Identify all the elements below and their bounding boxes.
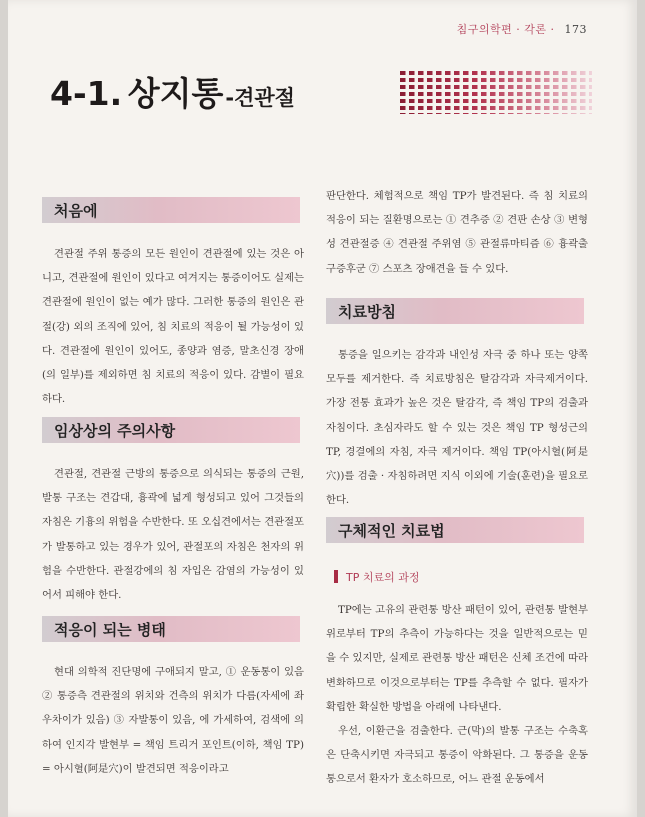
running-header xyxy=(457,21,587,37)
decorative-grid xyxy=(400,68,592,114)
section-heading-specific-treatment: 구체적인 치료법 xyxy=(338,522,445,540)
section-heading-band-indications xyxy=(42,616,300,642)
section-heading-intro: 처음에 xyxy=(54,202,98,220)
section-heading-indications: 적응이 되는 병태 xyxy=(54,621,166,639)
section-text-cautions: 견관절, 견관절 근방의 통증으로 의식되는 통증의 근원, 발통 구조는 견갑대, 흉곽에 넓게 형성되고 있어 그것들의 자침은 기흉의 위험을 수반한다. 또 오십견에서는 견관절포가 발통하고 있는 경우가 있어, 관절포의 자침은 천자의 위험을 수반한다. 관절강에의 침 자입은 감염의 가능성이 있어서 피해야 한다. xyxy=(42,468,304,602)
section-heading-band-specific-treatment xyxy=(326,517,584,543)
section-text-specific-treatment-2: 우선, 이환근을 검출한다. 근(막)의 발통 구조는 수축혹은 단축시키면 자극되고 통증이 악화된다. 그 통증을 운동통으로서 환자가 호소하므로, 어느 관절 운동에서 xyxy=(326,725,588,786)
subheading-tp-process xyxy=(334,569,419,585)
chapter-subtitle: -견관절 xyxy=(225,86,295,110)
section-text-specific-treatment-1: TP에는 고유의 관련통 방산 패턴이 있어, 관련통 발현부위로부터 TP의 추측이 가능하다는 것을 일반적으로는 믿을 수 있지만, 실제로 관련통 방산 패턴은 신체 조건에 따라 변화하므로 이것으로부터는 TP를 추측할 수 없다. 필자가 확립한 확실한 방법을 아래에 나타낸다. xyxy=(326,604,588,713)
section-text-treatment-policy: 통증을 일으키는 감각과 내인성 자극 중 하나 또는 양쪽 모두를 제거한다. 즉 치료방침은 탈감각과 자극제거이다. 가장 전통 효과가 높은 것은 탈감각, 즉 책임 TP의 검출과 자침이다. 초심자라도 할 수 있는 것은 책임 TP 형성근의 TP, 경결에의 자침, 자극 제거이다. 책임 TP(아시혈(阿是穴))를 검출 · 자침하려면 지식 이외에 기술(훈련)을 필요로 한다. xyxy=(326,349,588,507)
book-page xyxy=(8,0,637,817)
chapter-main-title: 상지통 xyxy=(127,74,224,113)
section-heading-band-cautions xyxy=(42,417,300,443)
page-number: 173 xyxy=(564,23,587,36)
subheading-text: TP 치료의 과정 xyxy=(346,571,420,584)
section-text-indications: 현대 의학적 진단명에 구애되지 말고, ① 운동통이 있음 ② 통증측 견관절의 위치와 건측의 위치가 다름(자세에 좌우차이가 있음) ③ 자발통이 있음, 에 가세하여, 검색에 의하여 인지각 발현부 = 책임 트리거 포인트(이하, 책임 TP) = 아시혈(阿是穴)이 발견되면 적응이라고 xyxy=(42,666,304,775)
chapter-number: 4-1. xyxy=(50,74,123,113)
running-title: 침구의학편 · 각론 · xyxy=(456,23,555,36)
section-heading-treatment-policy: 치료방침 xyxy=(338,303,396,321)
subheading-marker xyxy=(334,570,338,583)
section-text-intro: 견관절 주위 통증의 모든 원인이 견관절에 있는 것은 아니고, 견관절에 원인이 있다고 여겨지는 통증이어도 실제는 견관절에 원인이 없는 예가 많다. 그러한 통증의 원인은 관절(강) 외의 조직에 있어, 침 치료의 적응이 될 가능성이 있다. 견관절에 원인이 있어도, 종양과 염증, 말초신경 장애(의 일부)를 제외하면 침 치료의 적응이 있다. 감별이 필요하다. xyxy=(42,248,304,406)
section-heading-band-intro xyxy=(42,197,300,223)
section-heading-band-treatment-policy xyxy=(326,298,584,324)
chapter-title xyxy=(50,68,295,115)
section-text-indications-continued: 판단한다. 체험적으로 책임 TP가 발견된다. 즉 침 치료의 적응이 되는 질환명으로는 ① 견추증 ② 견판 손상 ③ 변형성 견관절증 ④ 견관절 주위염 ⑤ 관절류마티즘 ⑥ 흉곽출구증후군 ⑦ 스포츠 장애견을 들 수 있다. xyxy=(326,190,588,275)
section-heading-cautions: 임상상의 주의사항 xyxy=(54,422,176,440)
